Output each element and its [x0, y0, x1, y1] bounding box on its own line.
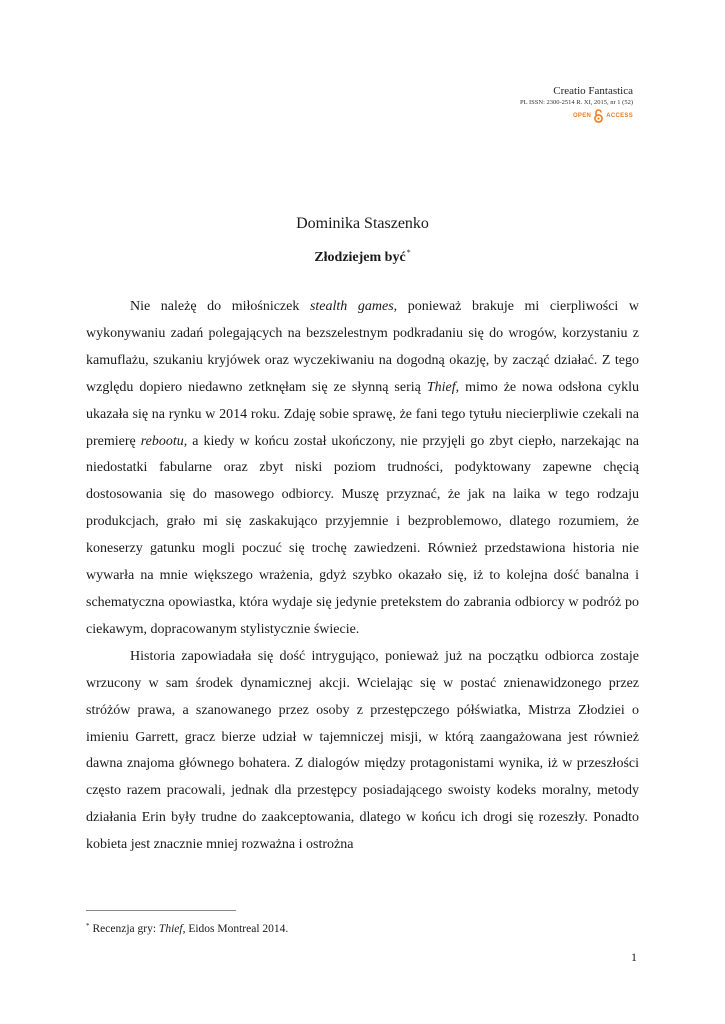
paragraph-1: [86, 294, 639, 644]
paragraph-2: [86, 644, 639, 859]
footnote-text-before: Recenzja gry:: [92, 923, 159, 935]
journal-title: Creatio Fantastica: [553, 85, 633, 97]
footnote-text-after: , Eidos Montreal 2014.: [182, 923, 289, 935]
page-number: 1: [631, 950, 637, 964]
article-body: [86, 294, 639, 859]
access-label: ACCESS: [606, 113, 633, 119]
italic-text-run: Thief: [426, 379, 456, 395]
italic-text-run: rebootu: [140, 433, 184, 449]
footnote-reference: *: [406, 248, 411, 257]
footnote-marker: *: [86, 922, 90, 930]
footnote-divider: [86, 910, 236, 911]
text-run: , mimo że nowa odsłona cyklu ukazała się na rynku w 2014 roku. Zdaję sobie sprawę, że fani tego tytułu niecierpliwie czekali na premierę: [86, 379, 640, 449]
article-title-text: Złodziejem być: [314, 250, 406, 265]
open-access-badge: [520, 109, 633, 123]
text-run: Nie należę do miłośniczek: [130, 299, 310, 314]
author-name: Dominika Staszenko: [296, 215, 429, 232]
text-run: , a kiedy w końcu został ukończony, nie przyjęli go zbyt ciepło, narzekając na niedostatki fabularne oraz zbyt niski poziom trudności, podyktowany zapewne chęcią dostosowania się do masowego odbiorcy. Muszę przyznać, że jak na laika w tego rodzaju produkcjach, grało mi się zaskakująco przyjemnie i bezproblemowo, dlatego rozumiem, że koneserzy gatunku mogli poczuć się trochę zawiedzeni. Również przedstawiona historia nie wywarła na mnie większego wrażenia, gdyż szybko okazało się, iż to kolejna dość banalna i schematyczna opowiastka, która wydaje się jedynie pretekstem do zabrania odbiorcy w podróż po ciekawym, dopracowanym stylistycznie świecie.: [86, 433, 639, 637]
journal-header: [520, 85, 633, 123]
text-run: Historia zapowiadała się dość intrygująco, ponieważ już na początku odbiorca zostaje wrzucony w sam środek dynamicznej akcji. Wcielając się w postać znienawidzonego przez stróżów prawa, a szanowanego przez osoby z przestępczego półświatka, Mistrza Złodziei o imieniu Garrett, gracz bierze udział w tajemniczej misji, w którą zaangażowana jest również dawna znajoma głównego bohatera. Z dialogów między protagonistami wynika, iż w przeszłości często razem pracowali, jednak dla przestępcy posiadającego swoisty kodeks moralny, metody działania Erin były trudne do zaakceptowania, dlatego w końcu ich drogi się rozeszły. Ponadto kobieta jest znacznie mniej rozważna i ostrożna: [86, 648, 639, 853]
italic-text-run: stealth games: [309, 299, 394, 314]
open-access-lock-icon: [594, 109, 603, 123]
open-label: OPEN: [572, 113, 592, 119]
text-run: , ponieważ brakuje mi cierpliwości w wykonywaniu zadań polegających na bezszelestnym podkradaniu się do wrogów, korzystaniu z kamuflażu, szukaniu kryjówek oraz wyczekiwaniu na dogodną okazję, by zacząć działać. Z tego względu dopiero niedawno zetknęłam się ze słynną serią: [86, 299, 640, 395]
footnote-game-title: Thief: [158, 923, 183, 935]
journal-issn: PL ISSN: 2300-2514 R. XI, 2015, nr 1 (52): [520, 99, 633, 106]
article-title: [0, 244, 725, 267]
footnote: [86, 918, 288, 937]
